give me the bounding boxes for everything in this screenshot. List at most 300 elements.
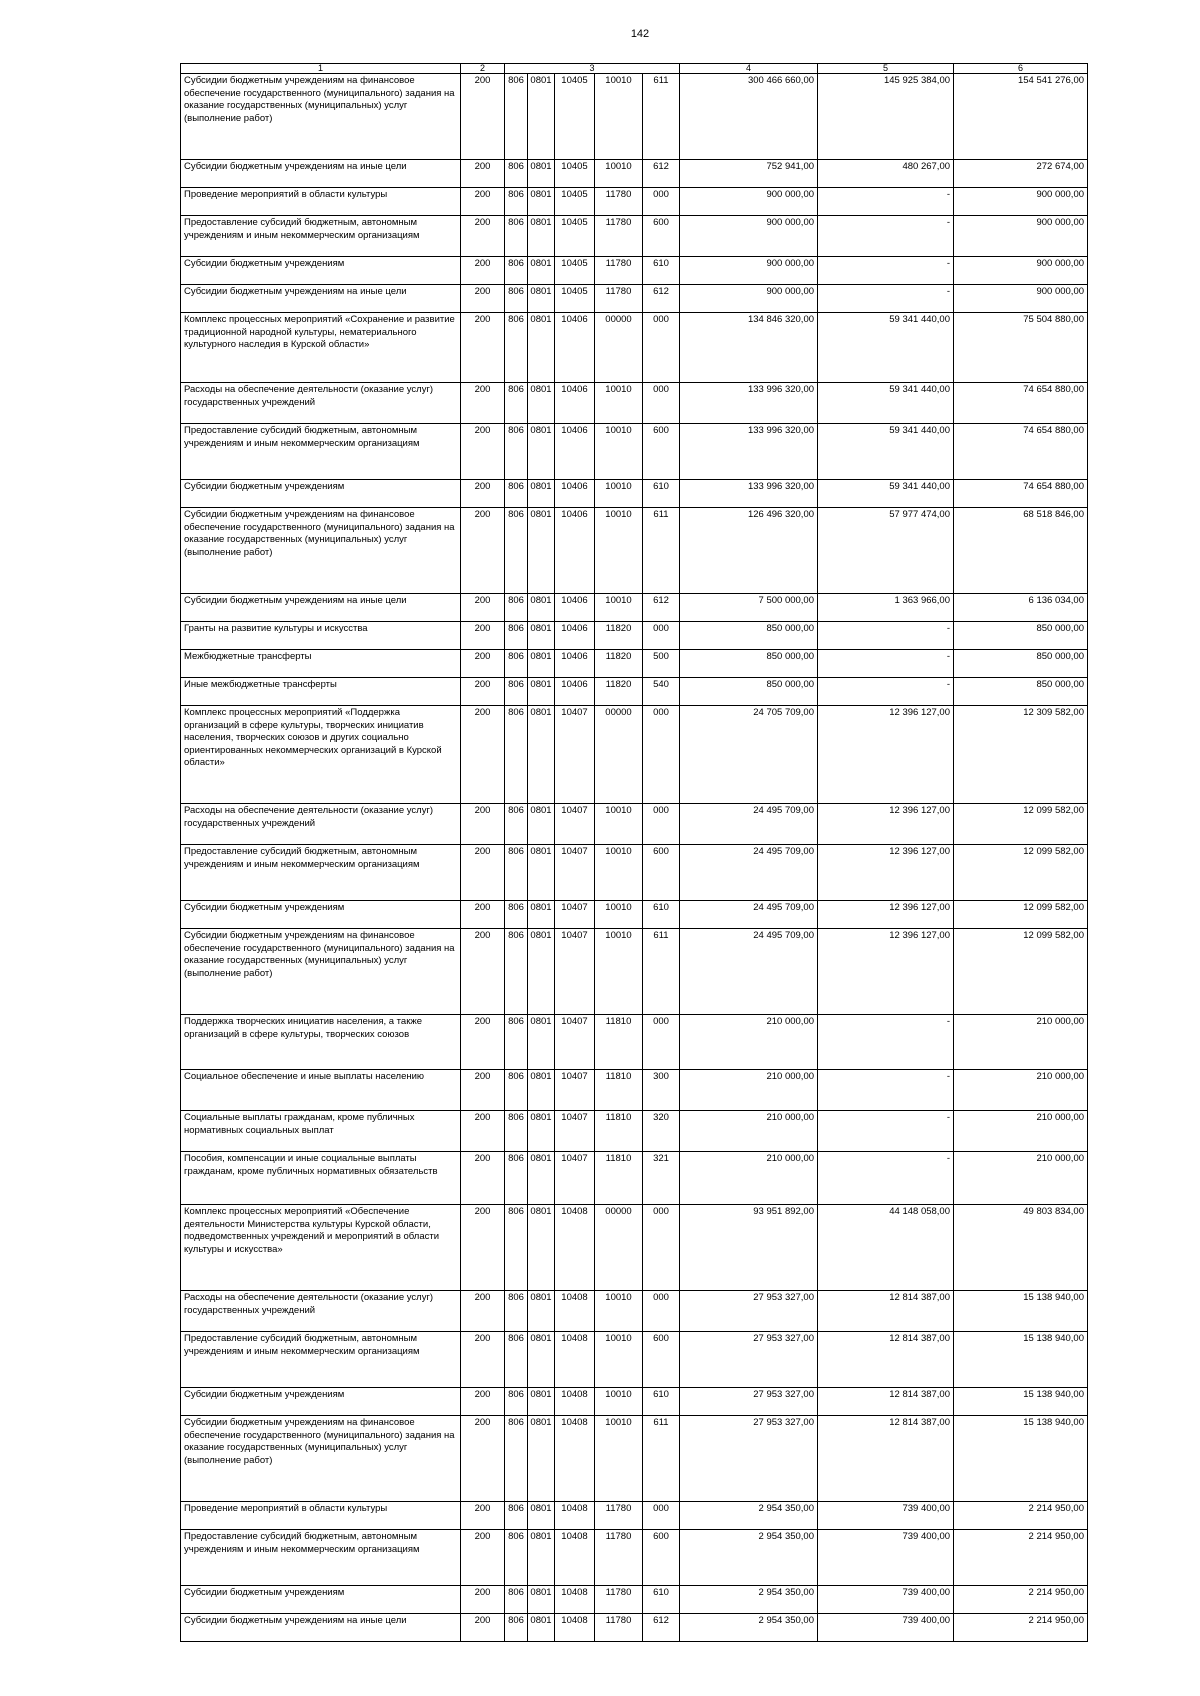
table-body — [181, 64, 1088, 1642]
row-name: Субсидии бюджетным учреждениям на финансовое обеспечение государственного (муниципального) задания на оказание государственных (муниципальных) услуг (выполнение работ) — [181, 74, 461, 160]
code-ministry-group: 200 — [461, 594, 505, 622]
amount-col-5: 145 925 384,00 — [818, 74, 954, 160]
code-section: 0801 — [528, 313, 555, 383]
amount-col-6: 15 138 940,00 — [954, 1388, 1088, 1416]
amount-col-5: 12 814 387,00 — [818, 1291, 954, 1332]
code-department: 806 — [505, 1530, 528, 1586]
code-ministry-group: 200 — [461, 1015, 505, 1070]
code-program: 10407 — [555, 1152, 595, 1205]
code-program: 10406 — [555, 678, 595, 706]
amount-col-4: 2 954 350,00 — [680, 1502, 818, 1530]
amount-col-4: 134 846 320,00 — [680, 313, 818, 383]
header-col-1: 1 — [181, 64, 461, 74]
code-program: 10406 — [555, 650, 595, 678]
code-direction: 10010 — [595, 508, 643, 594]
amount-col-6: 900 000,00 — [954, 216, 1088, 257]
amount-col-4: 133 996 320,00 — [680, 424, 818, 480]
code-direction: 11780 — [595, 188, 643, 216]
code-direction: 10010 — [595, 929, 643, 1015]
code-expense-type: 611 — [643, 929, 680, 1015]
code-direction: 10010 — [595, 1332, 643, 1388]
code-ministry-group: 200 — [461, 678, 505, 706]
code-expense-type: 000 — [643, 706, 680, 804]
amount-col-5: 12 396 127,00 — [818, 706, 954, 804]
amount-col-6: 850 000,00 — [954, 650, 1088, 678]
code-department: 806 — [505, 508, 528, 594]
code-department: 806 — [505, 480, 528, 508]
code-program: 10408 — [555, 1388, 595, 1416]
row-name: Субсидии бюджетным учреждениям — [181, 901, 461, 929]
code-department: 806 — [505, 257, 528, 285]
code-ministry-group: 200 — [461, 160, 505, 188]
amount-col-6: 210 000,00 — [954, 1111, 1088, 1152]
code-ministry-group: 200 — [461, 929, 505, 1015]
amount-col-5: - — [818, 1111, 954, 1152]
code-ministry-group: 200 — [461, 1502, 505, 1530]
code-expense-type: 610 — [643, 1586, 680, 1614]
amount-col-6: 900 000,00 — [954, 257, 1088, 285]
code-department: 806 — [505, 650, 528, 678]
code-expense-type: 612 — [643, 1614, 680, 1642]
header-col-3: 3 — [505, 64, 680, 74]
row-name: Предоставление субсидий бюджетным, автономным учреждениям и иным некоммерческим организациям — [181, 845, 461, 901]
code-expense-type: 610 — [643, 1388, 680, 1416]
code-expense-type: 600 — [643, 424, 680, 480]
row-name: Расходы на обеспечение деятельности (оказание услуг) государственных учреждений — [181, 383, 461, 424]
amount-col-6: 68 518 846,00 — [954, 508, 1088, 594]
code-ministry-group: 200 — [461, 1332, 505, 1388]
code-expense-type: 000 — [643, 1015, 680, 1070]
code-ministry-group: 200 — [461, 383, 505, 424]
code-ministry-group: 200 — [461, 188, 505, 216]
amount-col-4: 900 000,00 — [680, 257, 818, 285]
row-name: Социальные выплаты гражданам, кроме публичных нормативных социальных выплат — [181, 1111, 461, 1152]
code-direction: 11780 — [595, 285, 643, 313]
code-section: 0801 — [528, 804, 555, 845]
amount-col-4: 24 495 709,00 — [680, 929, 818, 1015]
code-section: 0801 — [528, 480, 555, 508]
table-row — [181, 1070, 1088, 1111]
row-name: Субсидии бюджетным учреждениям — [181, 1586, 461, 1614]
amount-col-6: 2 214 950,00 — [954, 1530, 1088, 1586]
code-department: 806 — [505, 424, 528, 480]
amount-col-5: - — [818, 1070, 954, 1111]
row-name: Расходы на обеспечение деятельности (оказание услуг) государственных учреждений — [181, 1291, 461, 1332]
code-program: 10408 — [555, 1530, 595, 1586]
code-expense-type: 612 — [643, 285, 680, 313]
code-ministry-group: 200 — [461, 424, 505, 480]
row-name: Субсидии бюджетным учреждениям на иные цели — [181, 285, 461, 313]
code-program: 10407 — [555, 845, 595, 901]
row-name: Субсидии бюджетным учреждениям — [181, 1388, 461, 1416]
code-expense-type: 612 — [643, 594, 680, 622]
amount-col-4: 900 000,00 — [680, 216, 818, 257]
amount-col-5: 12 814 387,00 — [818, 1388, 954, 1416]
amount-col-4: 210 000,00 — [680, 1070, 818, 1111]
code-program: 10405 — [555, 216, 595, 257]
row-name: Гранты на развитие культуры и искусства — [181, 622, 461, 650]
row-name: Поддержка творческих инициатив населения, а также организаций в сфере культуры, творческих союзов — [181, 1015, 461, 1070]
code-expense-type: 610 — [643, 257, 680, 285]
code-section: 0801 — [528, 508, 555, 594]
code-ministry-group: 200 — [461, 845, 505, 901]
code-expense-type: 000 — [643, 804, 680, 845]
code-department: 806 — [505, 622, 528, 650]
code-program: 10405 — [555, 160, 595, 188]
amount-col-5: 59 341 440,00 — [818, 313, 954, 383]
code-direction: 10010 — [595, 74, 643, 160]
amount-col-5: 12 396 127,00 — [818, 845, 954, 901]
code-direction: 00000 — [595, 706, 643, 804]
code-ministry-group: 200 — [461, 1614, 505, 1642]
code-direction: 11780 — [595, 1502, 643, 1530]
code-ministry-group: 200 — [461, 1070, 505, 1111]
table-header-row — [181, 64, 1088, 74]
amount-col-5: 739 400,00 — [818, 1614, 954, 1642]
code-expense-type: 000 — [643, 188, 680, 216]
code-program: 10408 — [555, 1502, 595, 1530]
amount-col-6: 850 000,00 — [954, 622, 1088, 650]
code-direction: 10010 — [595, 1416, 643, 1502]
table-row — [181, 1416, 1088, 1502]
table-row — [181, 313, 1088, 383]
code-program: 10407 — [555, 804, 595, 845]
code-department: 806 — [505, 1586, 528, 1614]
code-ministry-group: 200 — [461, 1152, 505, 1205]
code-direction: 11780 — [595, 1614, 643, 1642]
code-ministry-group: 200 — [461, 1416, 505, 1502]
code-department: 806 — [505, 313, 528, 383]
code-program: 10405 — [555, 285, 595, 313]
amount-col-6: 12 099 582,00 — [954, 845, 1088, 901]
code-direction: 11820 — [595, 678, 643, 706]
amount-col-6: 12 309 582,00 — [954, 706, 1088, 804]
amount-col-6: 900 000,00 — [954, 285, 1088, 313]
row-name: Межбюджетные трансферты — [181, 650, 461, 678]
amount-col-5: 739 400,00 — [818, 1586, 954, 1614]
table-row — [181, 929, 1088, 1015]
code-section: 0801 — [528, 160, 555, 188]
code-direction: 10010 — [595, 804, 643, 845]
amount-col-6: 2 214 950,00 — [954, 1614, 1088, 1642]
amount-col-4: 850 000,00 — [680, 622, 818, 650]
code-program: 10406 — [555, 313, 595, 383]
table-row — [181, 1586, 1088, 1614]
table-row — [181, 1388, 1088, 1416]
code-section: 0801 — [528, 1332, 555, 1388]
row-name: Проведение мероприятий в области культуры — [181, 1502, 461, 1530]
table-row — [181, 1205, 1088, 1291]
code-department: 806 — [505, 1205, 528, 1291]
code-ministry-group: 200 — [461, 216, 505, 257]
amount-col-5: 739 400,00 — [818, 1502, 954, 1530]
amount-col-4: 93 951 892,00 — [680, 1205, 818, 1291]
table-row — [181, 650, 1088, 678]
amount-col-6: 15 138 940,00 — [954, 1332, 1088, 1388]
code-direction: 11810 — [595, 1015, 643, 1070]
amount-col-6: 850 000,00 — [954, 678, 1088, 706]
amount-col-5: 12 396 127,00 — [818, 901, 954, 929]
code-section: 0801 — [528, 1111, 555, 1152]
amount-col-6: 15 138 940,00 — [954, 1291, 1088, 1332]
code-expense-type: 600 — [643, 216, 680, 257]
amount-col-4: 126 496 320,00 — [680, 508, 818, 594]
code-direction: 11810 — [595, 1111, 643, 1152]
code-section: 0801 — [528, 622, 555, 650]
amount-col-4: 27 953 327,00 — [680, 1332, 818, 1388]
code-department: 806 — [505, 1502, 528, 1530]
amount-col-4: 850 000,00 — [680, 678, 818, 706]
code-program: 10407 — [555, 1111, 595, 1152]
code-expense-type: 000 — [643, 1205, 680, 1291]
amount-col-5: - — [818, 257, 954, 285]
code-department: 806 — [505, 1291, 528, 1332]
code-direction: 10010 — [595, 424, 643, 480]
amount-col-6: 74 654 880,00 — [954, 383, 1088, 424]
table-row — [181, 508, 1088, 594]
code-expense-type: 600 — [643, 1332, 680, 1388]
code-section: 0801 — [528, 216, 555, 257]
code-expense-type: 300 — [643, 1070, 680, 1111]
code-section: 0801 — [528, 1015, 555, 1070]
amount-col-5: 12 814 387,00 — [818, 1416, 954, 1502]
row-name: Предоставление субсидий бюджетным, автономным учреждениям и иным некоммерческим организациям — [181, 216, 461, 257]
amount-col-4: 133 996 320,00 — [680, 480, 818, 508]
row-name: Расходы на обеспечение деятельности (оказание услуг) государственных учреждений — [181, 804, 461, 845]
code-department: 806 — [505, 188, 528, 216]
code-expense-type: 000 — [643, 1502, 680, 1530]
code-department: 806 — [505, 1111, 528, 1152]
code-department: 806 — [505, 285, 528, 313]
code-direction: 10010 — [595, 1291, 643, 1332]
code-direction: 10010 — [595, 594, 643, 622]
code-expense-type: 320 — [643, 1111, 680, 1152]
amount-col-5: 12 396 127,00 — [818, 804, 954, 845]
table-row — [181, 1291, 1088, 1332]
amount-col-5: 12 814 387,00 — [818, 1332, 954, 1388]
row-name: Субсидии бюджетным учреждениям на финансовое обеспечение государственного (муниципального) задания на оказание государственных (муниципальных) услуг (выполнение работ) — [181, 508, 461, 594]
amount-col-4: 24 495 709,00 — [680, 845, 818, 901]
row-name: Субсидии бюджетным учреждениям — [181, 257, 461, 285]
amount-col-5: 739 400,00 — [818, 1530, 954, 1586]
code-ministry-group: 200 — [461, 313, 505, 383]
amount-col-5: - — [818, 188, 954, 216]
table-row — [181, 845, 1088, 901]
table-row — [181, 1152, 1088, 1205]
amount-col-5: - — [818, 216, 954, 257]
code-ministry-group: 200 — [461, 622, 505, 650]
code-direction: 10010 — [595, 383, 643, 424]
code-department: 806 — [505, 1332, 528, 1388]
amount-col-6: 12 099 582,00 — [954, 929, 1088, 1015]
table-row — [181, 285, 1088, 313]
amount-col-4: 7 500 000,00 — [680, 594, 818, 622]
code-program: 10406 — [555, 594, 595, 622]
code-section: 0801 — [528, 678, 555, 706]
code-direction: 11780 — [595, 257, 643, 285]
row-name: Предоставление субсидий бюджетным, автономным учреждениям и иным некоммерческим организациям — [181, 424, 461, 480]
code-department: 806 — [505, 594, 528, 622]
code-ministry-group: 200 — [461, 285, 505, 313]
code-direction: 00000 — [595, 1205, 643, 1291]
code-section: 0801 — [528, 1586, 555, 1614]
code-program: 10407 — [555, 901, 595, 929]
code-expense-type: 600 — [643, 1530, 680, 1586]
amount-col-4: 27 953 327,00 — [680, 1388, 818, 1416]
amount-col-5: 480 267,00 — [818, 160, 954, 188]
code-direction: 11780 — [595, 216, 643, 257]
code-expense-type: 000 — [643, 313, 680, 383]
code-ministry-group: 200 — [461, 508, 505, 594]
amount-col-5: - — [818, 650, 954, 678]
row-name: Субсидии бюджетным учреждениям — [181, 480, 461, 508]
code-ministry-group: 200 — [461, 1586, 505, 1614]
code-department: 806 — [505, 74, 528, 160]
code-program: 10408 — [555, 1205, 595, 1291]
budget-table — [180, 63, 1088, 1642]
code-expense-type: 000 — [643, 1291, 680, 1332]
code-section: 0801 — [528, 1388, 555, 1416]
code-program: 10406 — [555, 424, 595, 480]
amount-col-5: 59 341 440,00 — [818, 480, 954, 508]
amount-col-4: 24 495 709,00 — [680, 804, 818, 845]
amount-col-6: 272 674,00 — [954, 160, 1088, 188]
code-direction: 11820 — [595, 650, 643, 678]
code-department: 806 — [505, 1152, 528, 1205]
amount-col-4: 27 953 327,00 — [680, 1291, 818, 1332]
code-direction: 11810 — [595, 1152, 643, 1205]
code-section: 0801 — [528, 74, 555, 160]
amount-col-4: 2 954 350,00 — [680, 1530, 818, 1586]
code-department: 806 — [505, 845, 528, 901]
amount-col-5: 12 396 127,00 — [818, 929, 954, 1015]
code-program: 10405 — [555, 257, 595, 285]
code-program: 10406 — [555, 480, 595, 508]
amount-col-6: 2 214 950,00 — [954, 1586, 1088, 1614]
code-program: 10406 — [555, 383, 595, 424]
code-section: 0801 — [528, 1614, 555, 1642]
code-ministry-group: 200 — [461, 1291, 505, 1332]
code-direction: 10010 — [595, 480, 643, 508]
code-program: 10407 — [555, 1015, 595, 1070]
code-section: 0801 — [528, 1205, 555, 1291]
amount-col-5: - — [818, 622, 954, 650]
code-ministry-group: 200 — [461, 650, 505, 678]
row-name: Субсидии бюджетным учреждениям на иные цели — [181, 594, 461, 622]
code-direction: 11780 — [595, 1586, 643, 1614]
code-program: 10408 — [555, 1291, 595, 1332]
code-program: 10407 — [555, 706, 595, 804]
table-row — [181, 901, 1088, 929]
table-row — [181, 622, 1088, 650]
amount-col-4: 900 000,00 — [680, 188, 818, 216]
amount-col-4: 300 466 660,00 — [680, 74, 818, 160]
code-ministry-group: 200 — [461, 1530, 505, 1586]
code-expense-type: 611 — [643, 74, 680, 160]
code-ministry-group: 200 — [461, 901, 505, 929]
table-row — [181, 1502, 1088, 1530]
header-col-5: 5 — [818, 64, 954, 74]
row-name: Иные межбюджетные трансферты — [181, 678, 461, 706]
code-department: 806 — [505, 1015, 528, 1070]
amount-col-4: 210 000,00 — [680, 1015, 818, 1070]
table-row — [181, 424, 1088, 480]
amount-col-4: 24 705 709,00 — [680, 706, 818, 804]
code-section: 0801 — [528, 594, 555, 622]
code-ministry-group: 200 — [461, 1111, 505, 1152]
amount-col-5: 57 977 474,00 — [818, 508, 954, 594]
row-name: Пособия, компенсации и иные социальные выплаты гражданам, кроме публичных нормативных обязательств — [181, 1152, 461, 1205]
amount-col-5: 59 341 440,00 — [818, 383, 954, 424]
code-department: 806 — [505, 901, 528, 929]
code-expense-type: 611 — [643, 508, 680, 594]
code-section: 0801 — [528, 1502, 555, 1530]
table-row — [181, 188, 1088, 216]
amount-col-6: 154 541 276,00 — [954, 74, 1088, 160]
amount-col-4: 850 000,00 — [680, 650, 818, 678]
amount-col-6: 210 000,00 — [954, 1015, 1088, 1070]
header-col-4: 4 — [680, 64, 818, 74]
amount-col-6: 74 654 880,00 — [954, 424, 1088, 480]
amount-col-4: 27 953 327,00 — [680, 1416, 818, 1502]
code-direction: 10010 — [595, 845, 643, 901]
code-program: 10408 — [555, 1416, 595, 1502]
code-program: 10408 — [555, 1614, 595, 1642]
code-section: 0801 — [528, 257, 555, 285]
code-department: 806 — [505, 706, 528, 804]
amount-col-6: 75 504 880,00 — [954, 313, 1088, 383]
code-ministry-group: 200 — [461, 706, 505, 804]
code-department: 806 — [505, 929, 528, 1015]
code-expense-type: 000 — [643, 622, 680, 650]
code-section: 0801 — [528, 383, 555, 424]
amount-col-6: 12 099 582,00 — [954, 804, 1088, 845]
code-direction: 10010 — [595, 901, 643, 929]
table-row — [181, 1614, 1088, 1642]
table-row — [181, 678, 1088, 706]
code-ministry-group: 200 — [461, 1388, 505, 1416]
code-department: 806 — [505, 216, 528, 257]
row-name: Социальное обеспечение и иные выплаты населению — [181, 1070, 461, 1111]
code-program: 10408 — [555, 1586, 595, 1614]
code-ministry-group: 200 — [461, 1205, 505, 1291]
amount-col-4: 900 000,00 — [680, 285, 818, 313]
amount-col-6: 6 136 034,00 — [954, 594, 1088, 622]
amount-col-4: 210 000,00 — [680, 1152, 818, 1205]
code-section: 0801 — [528, 650, 555, 678]
row-name: Проведение мероприятий в области культуры — [181, 188, 461, 216]
code-section: 0801 — [528, 1291, 555, 1332]
amount-col-5: - — [818, 1015, 954, 1070]
code-section: 0801 — [528, 929, 555, 1015]
code-ministry-group: 200 — [461, 257, 505, 285]
amount-col-4: 752 941,00 — [680, 160, 818, 188]
amount-col-5: - — [818, 285, 954, 313]
code-section: 0801 — [528, 901, 555, 929]
amount-col-6: 12 099 582,00 — [954, 901, 1088, 929]
table-row — [181, 1111, 1088, 1152]
table-row — [181, 257, 1088, 285]
table-row — [181, 480, 1088, 508]
amount-col-4: 210 000,00 — [680, 1111, 818, 1152]
page-number: 142 — [630, 28, 650, 40]
row-name: Комплекс процессных мероприятий «Сохранение и развитие традиционной народной культуры, нематериального культурного наследия в Курской области» — [181, 313, 461, 383]
code-section: 0801 — [528, 285, 555, 313]
code-program: 10407 — [555, 1070, 595, 1111]
code-department: 806 — [505, 678, 528, 706]
code-expense-type: 611 — [643, 1416, 680, 1502]
header-col-6: 6 — [954, 64, 1088, 74]
